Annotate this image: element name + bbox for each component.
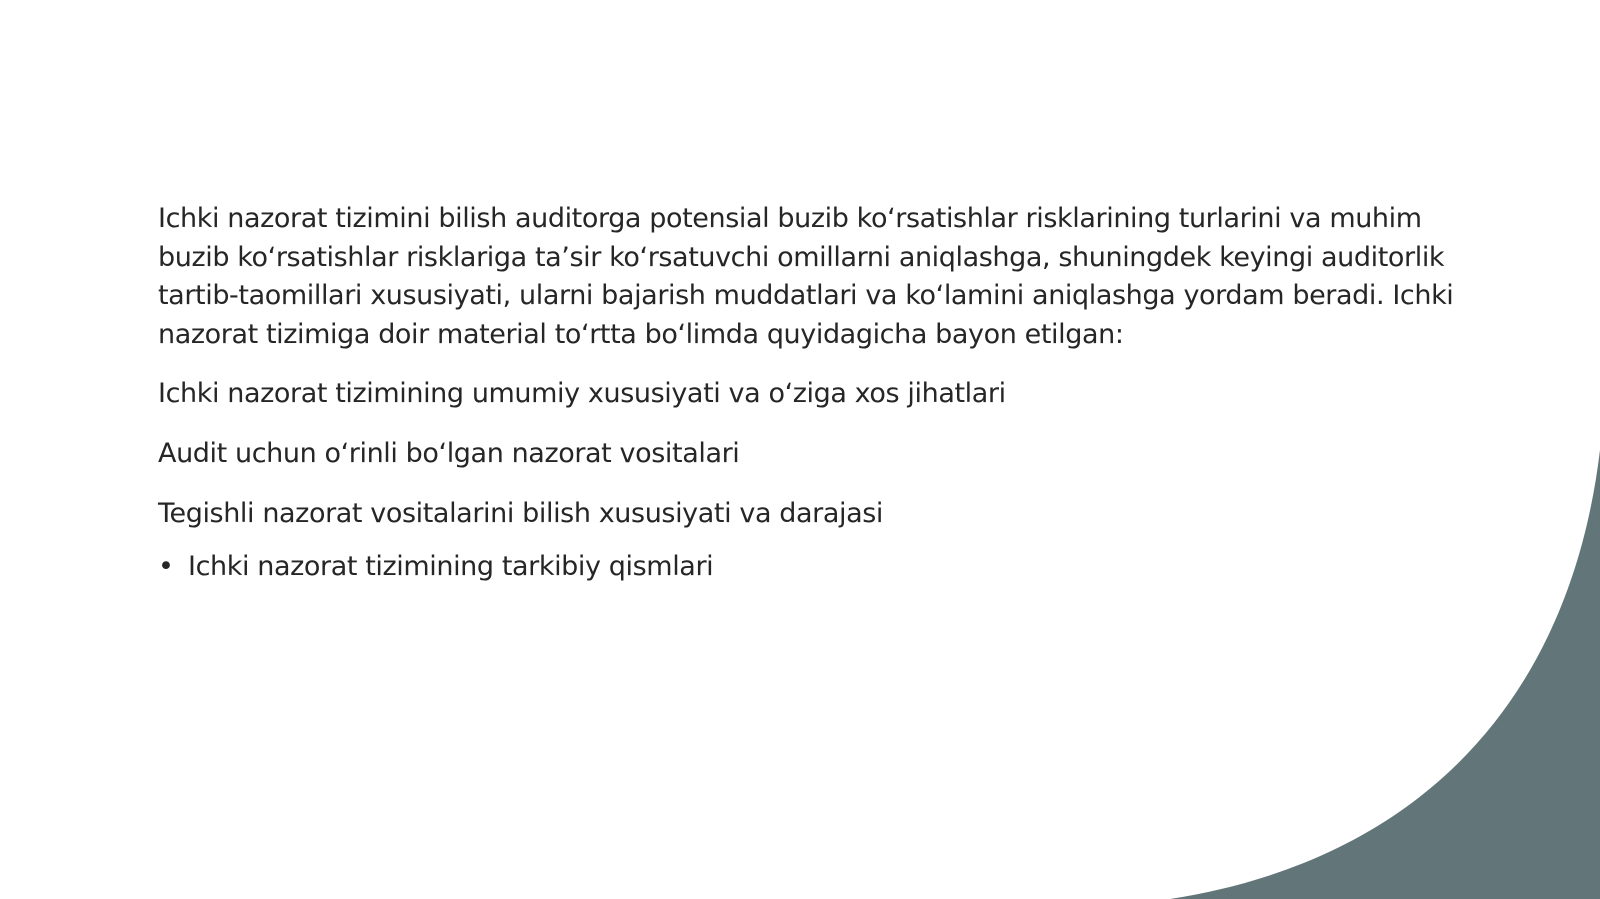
list-item: Audit uchun oʻrinli boʻlgan nazorat vositalari xyxy=(158,438,740,470)
list-item: Tegishli nazorat vositalarini bilish xususiyati va darajasi xyxy=(158,498,884,530)
text-body xyxy=(158,200,1458,586)
bullet-marker: • xyxy=(158,551,174,583)
intro-paragraph: Ichki nazorat tizimini bilish auditorga potensial buzib koʻrsatishlar risklarining turlarini va muhim buzib koʻrsatishlar risklariga ta’sir koʻrsatuvchi omillarni aniqlashga, shuningdek keyingi auditorlik tartib-taomillari xususiyati, ularni bajarish muddatlari va koʻlamini aniqlashga yordam beradi. Ichki nazorat tizimiga doir material toʻrtta boʻlimda quyidagicha bayon etilgan: xyxy=(158,203,1454,350)
bullet-item-text: Ichki nazorat tizimining tarkibiy qismlari xyxy=(188,551,714,583)
list-item: Ichki nazorat tizimining umumiy xususiyati va oʻziga xos jihatlari xyxy=(158,378,1006,410)
bullet-list-item xyxy=(158,548,1458,586)
